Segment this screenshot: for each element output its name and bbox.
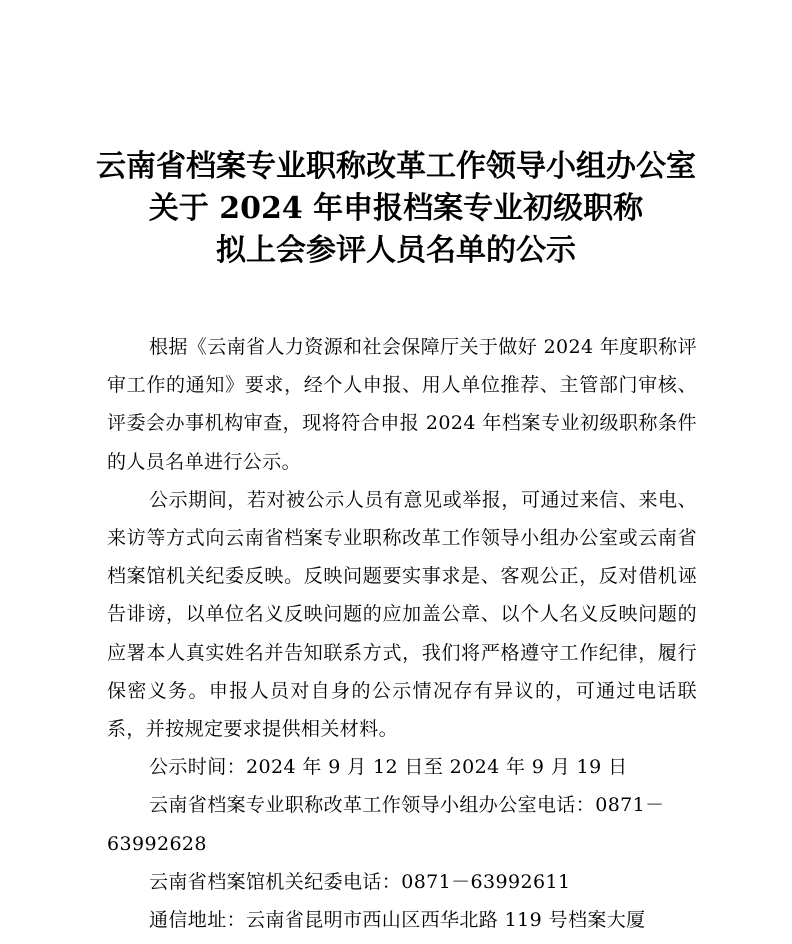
- office-phone-label: 云南省档案专业职称改革工作领导小组办公室电话：0871－: [149, 794, 665, 817]
- mailing-address: 通信地址：云南省昆明市西山区西华北路 119 号档案大厦: [149, 909, 646, 932]
- paragraph-basis: 根据《云南省人力资源和社会保障厅关于做好 2024 年度职称评审工作的通知》要求，经个人申报、用人单位推荐、主管部门审核、评委会办事机构审查，现将符合申报 2024 年档案专业初级职称条件的人员名单进行公示。: [107, 336, 697, 473]
- title-line-1: 云南省档案专业职称改革工作领导小组办公室: [96, 149, 696, 184]
- paragraph-procedure: 公示期间，若对被公示人员有意见或举报，可通过来信、来电、来访等方式向云南省档案专业职称改革工作领导小组办公室或云南省档案馆机关纪委反映。反映问题要实事求是、客观公正，反对借机诬告诽谤，以单位名义反映问题的应加盖公章、以个人名义反映问题的应署本人真实姓名并告知联系方式，我们将严格遵守工作纪律，履行保密义务。申报人员对自身的公示情况存有异议的，可通过电话联系，并按规定要求提供相关材料。: [107, 488, 697, 741]
- discipline-phone: 云南省档案馆机关纪委电话：0871－63992611: [149, 870, 571, 893]
- document-title: [0, 146, 792, 272]
- document-body: [107, 328, 697, 939]
- publicity-period: 公示时间：2024 年 9 月 12 日至 2024 年 9 月 19 日: [149, 756, 628, 779]
- title-line-2: 关于 2024 年申报档案专业初级职称: [148, 191, 644, 226]
- title-line-3: 拟上会参评人员名单的公示: [216, 233, 576, 268]
- office-phone-number: 63992628: [107, 832, 207, 855]
